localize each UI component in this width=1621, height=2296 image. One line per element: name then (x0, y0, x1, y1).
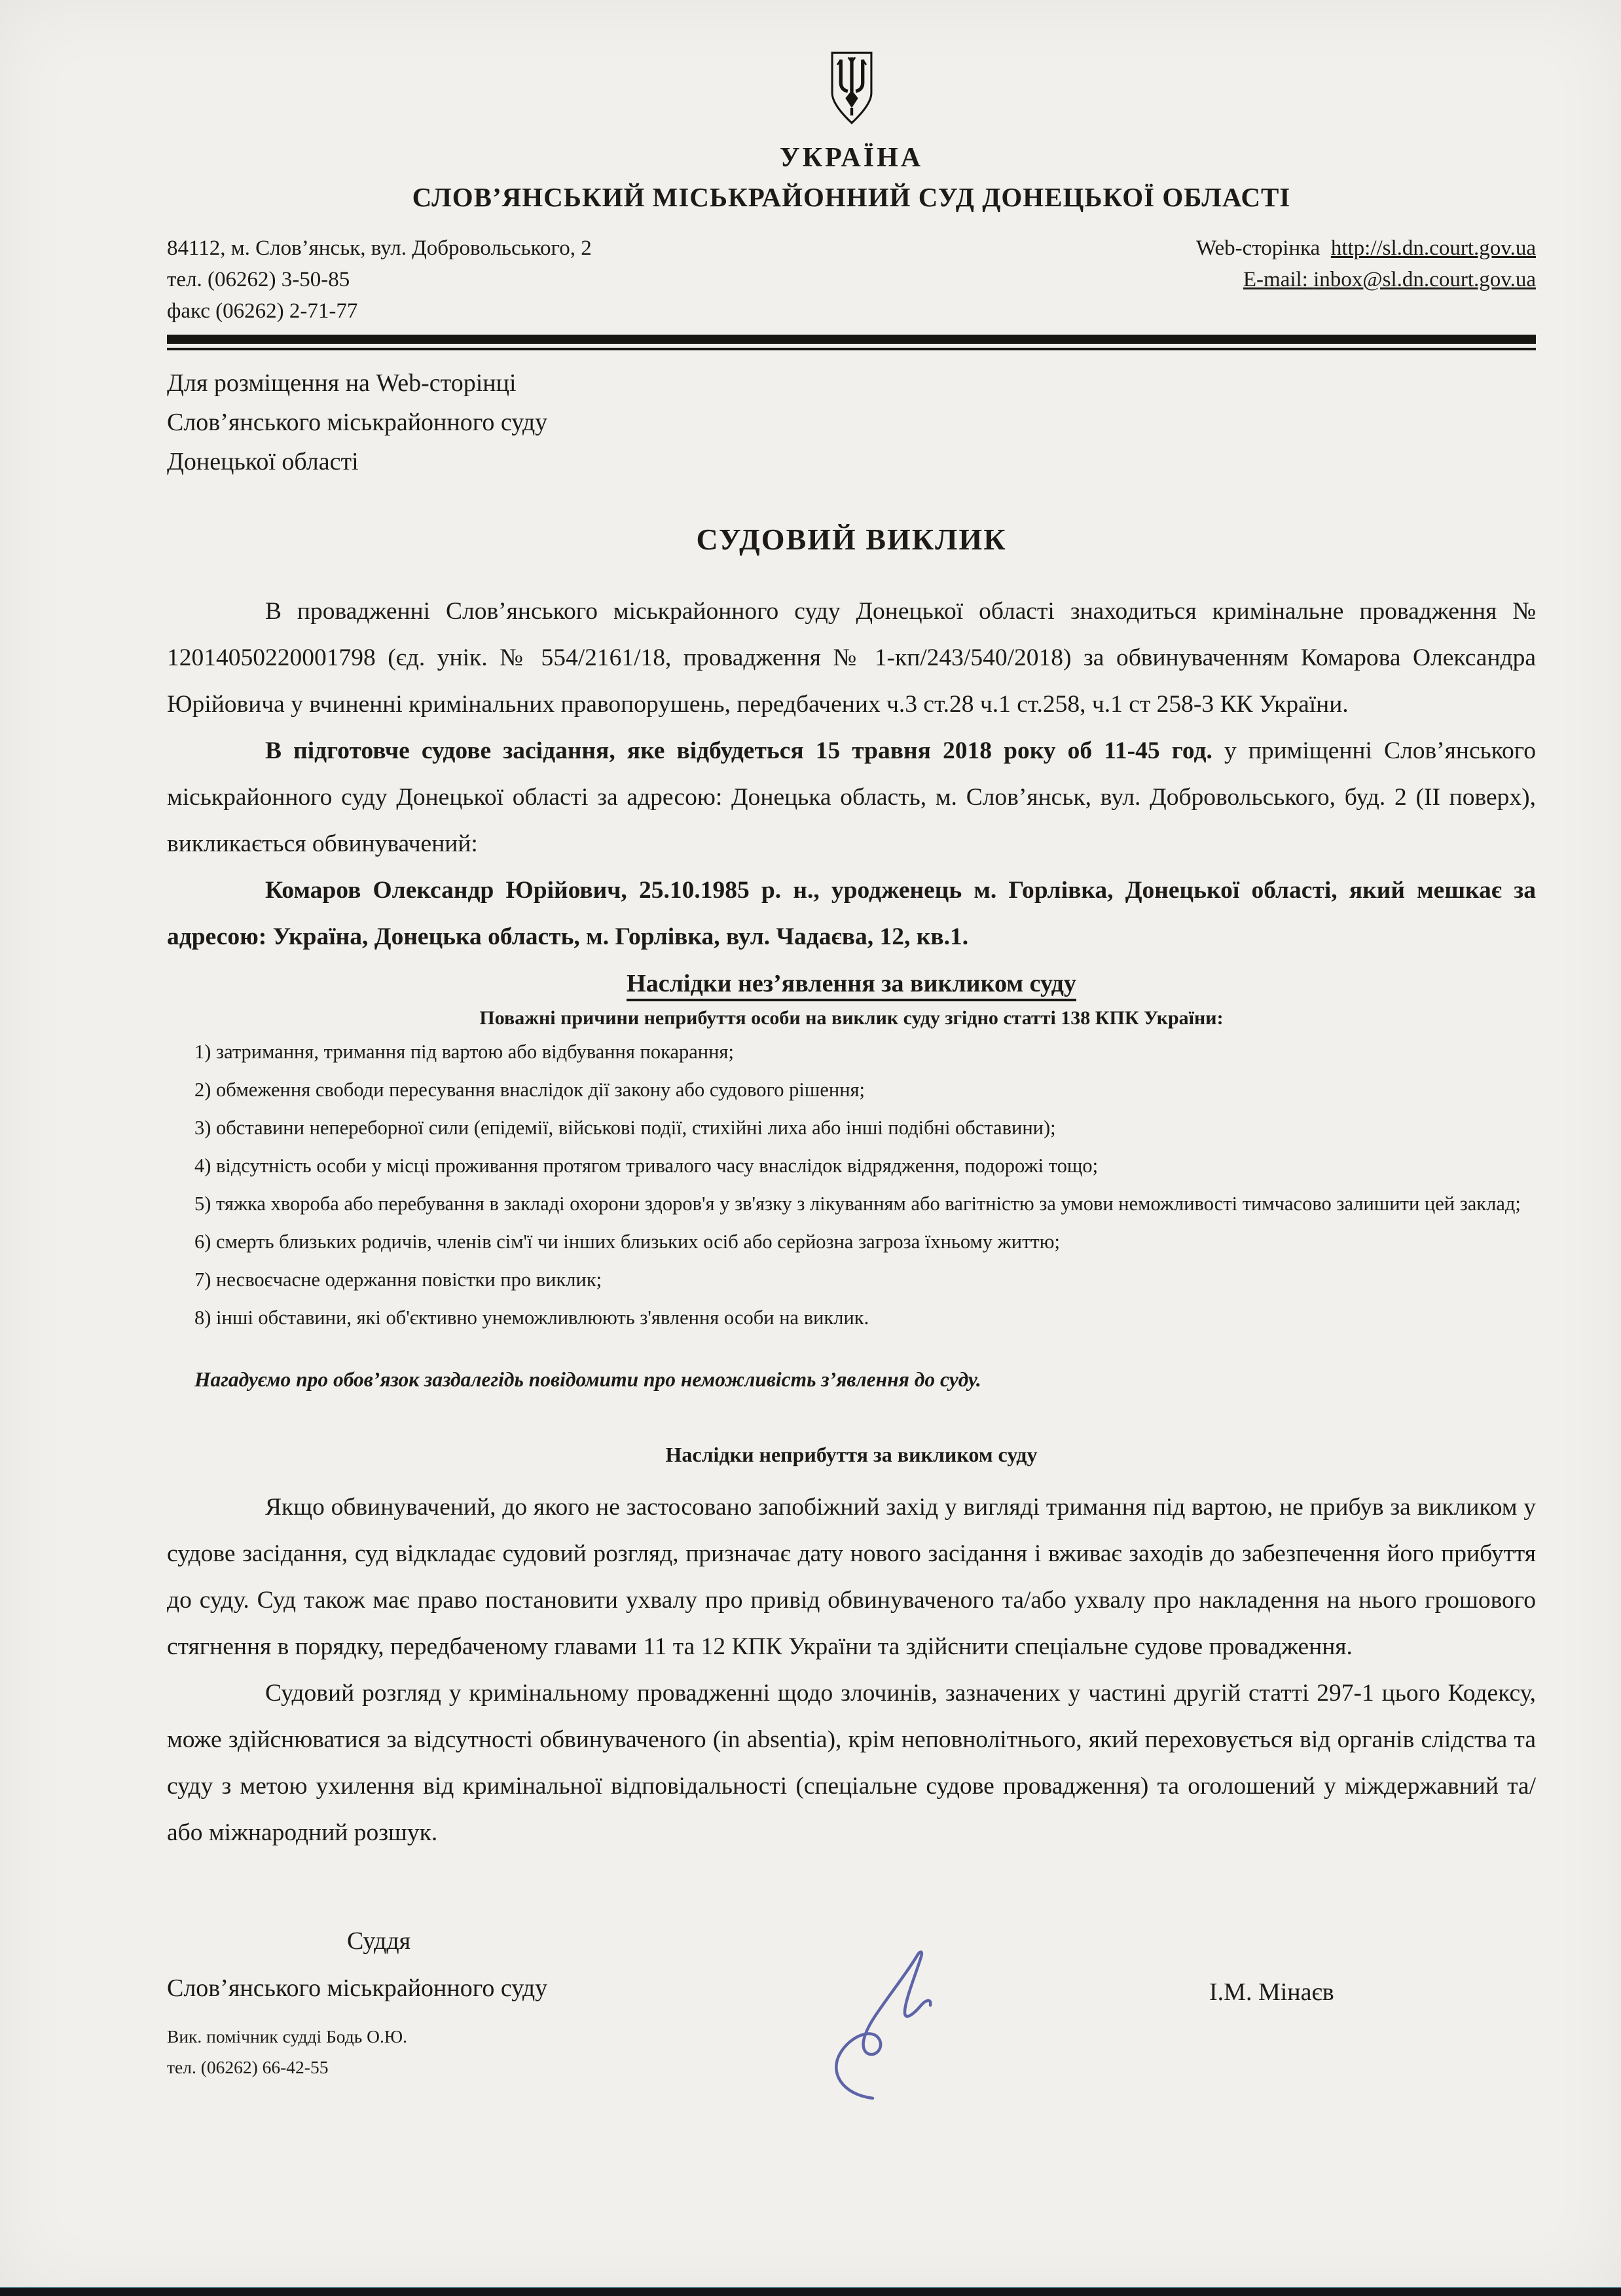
obligation-reminder: Нагадуємо про обов’язок заздалегідь повідомити про неможливість з’явлення до суду. (194, 1368, 981, 1391)
judge-name: І.М. Мінаєв (1209, 1978, 1334, 2006)
list-item: 6) смерть близьких родичів, членів сім'ї чи інших близьких осіб або серйозна загроза їхньому життю; (194, 1231, 1060, 1253)
web-placement-note (167, 363, 1536, 481)
letterhead-contacts (167, 232, 1536, 327)
court-address-block (167, 232, 592, 327)
list-item: 7) несвоєчасне одержання повістки про виклик; (194, 1268, 602, 1291)
web-note-line: Слов’янського міськрайонного суду (167, 409, 548, 436)
clerk-phone-line: тел. (06262) 66-42-55 (167, 2057, 329, 2077)
in-absentia-paragraph: Судовий розгляд у кримінальному провадженні щодо злочинів, зазначених у частині другій статті 297-1 цього Кодексу, може здійснюватися за відсутності обвинуваченого (in absentia), крім неповнолітнього, який переховується від органів слідства та суду з метою ухилення від кримінальної відповідальності (спеціальне судове провадження) та оголошений у міждержавний та/або міжнародний розшук. (167, 1680, 1536, 1846)
valid-reasons-list (167, 1036, 1536, 1334)
handwritten-signature (795, 1946, 1005, 2107)
valid-reasons-subheading: Поважні причини неприбуття особи на виклик суду згідно статті 138 КПК України: (479, 1007, 1224, 1029)
hearing-date-bold: В підготовче судове засідання, яке відбудеться 15 травня 2018 року об 11-45 год. (265, 737, 1212, 764)
web-label: Web-сторінка (1196, 236, 1320, 260)
judge-court-line: Слов’янського міськрайонного суду (167, 1974, 548, 2002)
address-line: 84112, м. Слов’янськ, вул. Добровольського, 2 (167, 236, 592, 260)
list-item: 4) відсутність особи у місці проживання протягом тривалого часу внаслідок відрядження, подорожі тощо; (194, 1155, 1099, 1177)
court-name: СЛОВ’ЯНСЬКИЙ МІСЬКРАЙОННИЙ СУД ДОНЕЦЬКОЇ ОБЛАСТІ (412, 182, 1291, 212)
country-name: УКРАЇНА (779, 143, 924, 173)
web-note-line: Для розміщення на Web-сторінці (167, 369, 517, 397)
list-item: 3) обставини непереборної сили (епідемії, військові події, стихійні лиха або інші подібні обставини); (194, 1117, 1056, 1139)
case-description-paragraph: В провадженні Слов’янського міськрайонного суду Донецької області знаходиться кримінальне провадження № 12014050220001798 (єд. унік. № 554/2161/18, провадження № 1-кп/243/540/2018) за обвинуваченням Комарова Олександра Юрійовича у вчиненні кримінальних правопорушень, передбачених ч.3 ст.28 ч.1 ст.258, ч.1 ст 258-3 КК України. (167, 598, 1536, 718)
email-label: E-mail: (1243, 268, 1308, 291)
accused-details-paragraph: Комаров Олександр Юрійович, 25.10.1985 р. н., уродженець м. Горлівка, Донецької області, який мешкає за адресою: Україна, Донецька область, м. Горлівка, вул. Чадаєва, 12, кв.1. (167, 877, 1536, 950)
list-item: 5) тяжка хвороба або перебування в закладі охорони здоров'я у зв'язку з лікуванням або вагітністю за умови неможливості тимчасово залишити цей заклад; (194, 1193, 1521, 1215)
list-item: 1) затримання, тримання під вартою або відбування покарання; (194, 1041, 734, 1063)
signature-block (167, 1927, 1536, 2123)
clerk-name-line: Вик. помічник судді Бодь О.Ю. (167, 2026, 408, 2046)
scan-edge (0, 2287, 1621, 2296)
court-web-contacts (1196, 232, 1536, 295)
fax-line: факс (06262) 2-71-77 (167, 299, 358, 323)
failure-consequences-paragraph: Якщо обвинувачений, до якого не застосовано запобіжний захід у вигляді тримання під вартою, не прибув за викликом у судове засідання, суд відкладає судовий розгляд, призначає дату нового засідання і вживає заходів до забезпечення його прибуття до суду. Суд також має право постановити ухвалу про привід обвинуваченого та/або ухвалу про накладення на нього грошового стягнення в порядку, передбаченому главами 11 та 12 КПК України та здійснити спеціальне судове провадження. (167, 1494, 1536, 1660)
web-note-line: Донецької області (167, 448, 359, 475)
judge-title-line: Суддя (347, 1927, 411, 1955)
document-title: СУДОВИЙ ВИКЛИК (696, 523, 1007, 556)
email-link[interactable]: inbox@sl.dn.court.gov.ua (1313, 268, 1536, 291)
section-heading-non-appearance: Наслідки нез’явлення за викликом суду (167, 969, 1536, 998)
hearing-summons-paragraph (167, 728, 1536, 867)
letterhead-divider (167, 335, 1536, 350)
list-item: 8) інші обставини, які об'єктивно унеможливлюють з'явлення особи на виклик. (194, 1306, 869, 1329)
list-item: 2) обмеження свободи пересування внаслідок дії закону або судового рішення; (194, 1079, 865, 1101)
hearing-location-text: у приміщенні Слов’янського міськрайонного суду Донецької області за адресою: Донецька область, м. Слов’янськ, вул. Добровольського, буд. 2 (ІІ поверх), викликається обвинувачений: (167, 737, 1536, 857)
section-heading-failure-to-arrive: Наслідки неприбуття за викликом суду (665, 1443, 1038, 1466)
web-url-link[interactable]: http://sl.dn.court.gov.ua (1330, 236, 1536, 260)
coat-of-arms-icon (167, 42, 1536, 138)
phone-line: тел. (06262) 3-50-85 (167, 268, 350, 291)
signature-path (836, 1952, 930, 2098)
